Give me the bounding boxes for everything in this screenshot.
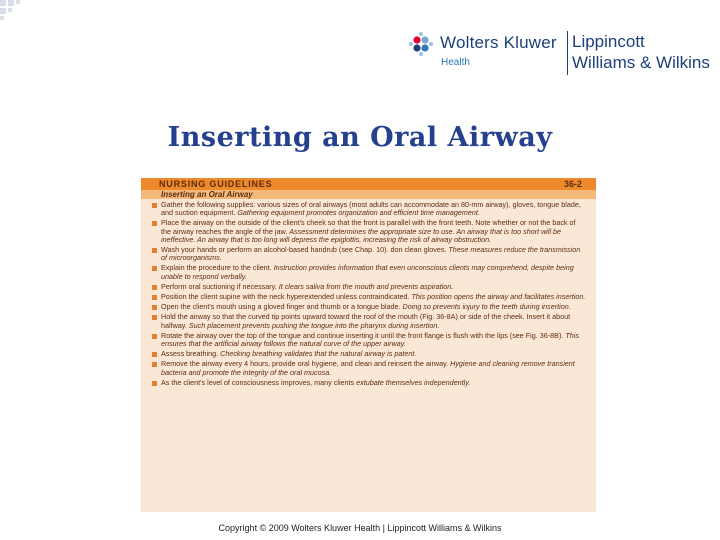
guideline-rationale: These measures reduce the transmission of microorganisms. — [161, 245, 581, 263]
guideline-rationale: Assessment determines the appropriate size to use. An airway that is too short will be ineffective. An airway that is too long will depress the epiglottis, increasing the risk of airway obstruction. — [161, 226, 562, 244]
guideline-rationale: Gathering equipment promotes organization and efficient time management. — [237, 208, 480, 218]
guideline-action: Assess breathing. — [161, 349, 219, 359]
guideline-action: Remove the airway every 4 hours, provide oral hygiene, and clean and reinsert the airway. — [161, 359, 449, 369]
guideline-rationale: This ensures that the artificial airway follows the natural curve of the upper airway. — [161, 330, 579, 349]
guideline-action: Open the client's mouth using a gloved finger and thumb or a tongue blade. — [161, 302, 401, 312]
guideline-rationale: Such placement prevents pushing the tongue into the pharynx during insertion. — [188, 320, 440, 330]
guideline-item — [161, 219, 586, 244]
guideline-action: Hold the airway so that the curved tip points upward toward the roof of the mouth (Fig. 36-8A) or side of the cheek. Insert it about halfway. — [161, 312, 571, 330]
guideline-action: Place the airway on the outside of the client's cheek so that the front is parallel with the front teeth. Note whether or not the back of the airway reaches the angle of the jaw. — [161, 218, 576, 236]
guidelines-header — [141, 178, 596, 190]
guideline-action: Rotate the airway over the top of the tongue and continue inserting it until the front flange is flush with the lips (see Fig. 36-8B). — [161, 330, 564, 340]
guideline-item — [161, 264, 586, 280]
guideline-item — [161, 313, 586, 329]
guideline-action: Position the client supine with the neck hyperextended unless contraindicated. — [161, 292, 410, 302]
guideline-rationale: It clears saliva from the mouth and prevents aspiration. — [278, 281, 454, 291]
copyright-footer: Copyright © 2009 Wolters Kluwer Health | Lippincott Williams & Wilkins — [218, 523, 502, 533]
guideline-item — [161, 379, 586, 387]
guidelines-subtitle: Inserting an Oral Airway — [161, 190, 253, 199]
guideline-item — [161, 332, 586, 348]
nursing-guidelines-panel — [141, 178, 596, 512]
guideline-action: Perform oral suctioning if necessary. — [161, 281, 277, 291]
guideline-item — [161, 360, 586, 376]
guideline-rationale: Instruction provides information that even unconscious clients may comprehend, despite being unable to respond verbally. — [161, 263, 574, 281]
guideline-rationale: Doing so prevents injury to the teeth during insertion. — [402, 302, 571, 312]
imprint-line-2: Williams & Wilkins — [572, 53, 710, 72]
guidelines-subheader — [141, 190, 596, 199]
company-logo — [405, 28, 715, 80]
division-name: Health — [441, 57, 470, 68]
guideline-item — [161, 350, 586, 358]
corner-decoration — [0, 0, 40, 30]
guideline-item — [161, 293, 586, 301]
guideline-item — [161, 201, 586, 217]
guideline-rationale: This position opens the airway and facilitates insertion. — [411, 292, 586, 302]
guideline-rationale: extubate themselves independently. — [356, 377, 471, 387]
guideline-action: Explain the procedure to the client. — [161, 263, 272, 273]
guidelines-number: 36-2 — [563, 179, 582, 189]
guideline-action: Gather the following supplies: various sizes of oral airways (most adults can accommodate an 80-mm airway), gloves, tongue blade, and suction equipment. — [161, 200, 581, 218]
guideline-action: Wash your hands or perform an alcohol-based handrub (see Chap. 10). don clean gloves. — [161, 245, 447, 255]
guideline-action: As the client's level of consciousness improves, many clients — [161, 377, 355, 387]
guideline-item — [161, 303, 586, 311]
imprint-line-1: Lippincott — [572, 32, 645, 51]
slide-title: Inserting an Oral Airway — [167, 122, 553, 153]
guideline-item — [161, 283, 586, 291]
wolters-kluwer-logo-icon — [408, 31, 434, 57]
guidelines-list — [141, 199, 596, 387]
guideline-rationale: Hygiene and cleaning remove transient bacteria and promote the integrity of the oral mucosa. — [161, 359, 575, 377]
logo-divider — [567, 31, 568, 75]
company-name: Wolters Kluwer — [440, 33, 557, 52]
guideline-rationale: Checking breathing validates that the natural airway is patent. — [220, 349, 417, 359]
guideline-item — [161, 246, 586, 262]
guidelines-header-label: NURSING GUIDELINES — [159, 179, 273, 189]
